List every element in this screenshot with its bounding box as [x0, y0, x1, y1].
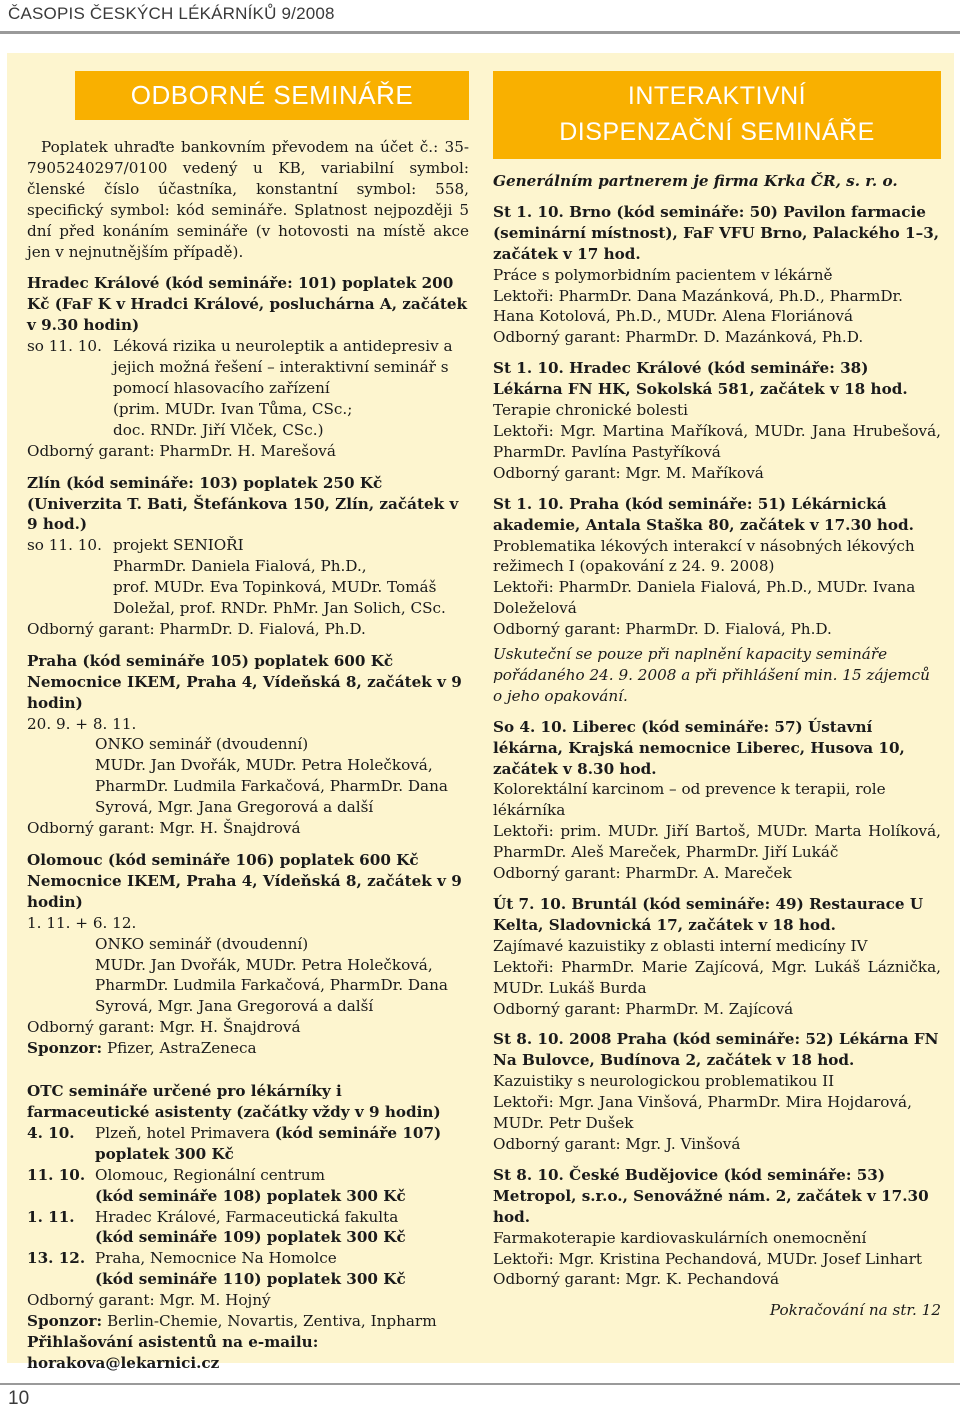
seminar-heading: St 1. 10. Brno (kód semináře: 50) Pavilon farmacie (seminární místnost), FaF VFU Brno, Palackého 1–3, začátek v 17 hod. — [493, 202, 940, 263]
praha-lecturers: MUDr. Jan Dvořák, MUDr. Petra Holečková, PharmDr. Ludmila Farkačová, PharmDr. Dana Syrová, Mgr. Jana Gregorová a další — [95, 756, 448, 817]
zlin-lecturer-1: PharmDr. Daniela Fialová, Ph.D., — [113, 557, 367, 576]
zlin-heading: Zlín (kód semináře: 103) poplatek 250 Kč (Univerzita T. Bati, Štefánkova 150, Zlín, začátek v 9 hod.) — [27, 473, 459, 534]
olomouc-topic: ONKO seminář (dvoudenní) — [95, 934, 309, 953]
otc-code: (kód semináře 107) poplatek 300 Kč — [95, 1123, 442, 1163]
seminar-lecturers: Lektoři: PharmDr. Dana Mazánková, Ph.D., PharmDr. Hana Kotolová, Ph.D., MUDr. Alena Floriánová — [493, 286, 903, 326]
seminar-bruntal — [493, 894, 941, 1019]
section-title-odborne: ODBORNÉ SEMINÁŘE — [75, 71, 469, 120]
seminar-garant: Odborný garant: Mgr. M. Maříková — [493, 463, 764, 482]
otc-detail — [95, 1165, 469, 1207]
zlin-date: so 11. 10. — [27, 536, 102, 555]
seminar-heading: So 4. 10. Liberec (kód semináře: 57) Ústavní lékárna, Krajská nemocnice Liberec, Husova 10, začátek v 8.30 hod. — [493, 717, 905, 778]
seminar-lecturers: Lektoři: Mgr. Kristina Pechandová, MUDr. Josef Linhart — [493, 1249, 922, 1268]
page-number: 10 — [8, 1388, 30, 1409]
zlin-garant: Odborný garant: PharmDr. D. Fialová, Ph.D. — [27, 619, 366, 638]
zlin-lecturer-2: prof. MUDr. Eva Topinková, MUDr. Tomáš Doležal, prof. RNDr. PhMr. Jan Solich, CSc. — [113, 578, 446, 618]
praha-date: 20. 9. + 8. 11. — [27, 714, 137, 733]
seminar-praha — [493, 494, 941, 707]
hk-lecturer-1: (prim. MUDr. Ivan Tůma, CSc.; — [113, 399, 353, 418]
olomouc-sponsor — [27, 1038, 469, 1059]
olomouc-sponsor-names: Pfizer, AstraZeneca — [102, 1039, 257, 1058]
continued-note: Pokračování na str. 12 — [769, 1301, 941, 1320]
otc-item — [27, 1248, 469, 1290]
seminar-praha-bulovka — [493, 1029, 941, 1154]
hk-heading: Hradec Králové (kód semináře: 101) poplatek 200 Kč (FaF K v Hradci Králové, posluchárna A, začátek v 9.30 hodin) — [27, 274, 468, 335]
otc-code: (kód semináře 108) poplatek 300 Kč — [95, 1186, 406, 1205]
praha-heading: Praha (kód semináře 105) poplatek 600 Kč Nemocnice IKEM, Praha 4, Vídeňská 8, začátek v 9 hodin) — [27, 651, 462, 712]
section-title-line-1: INTERAKTIVNÍ — [627, 82, 807, 110]
seminar-heading: St 1. 10. Hradec Králové (kód semináře: 38) Lékárna FN HK, Sokolská 581, začátek v 18 hod. — [493, 359, 908, 399]
otc-item — [27, 1165, 469, 1207]
hk-topic: Léková rizika u neuroleptik a antidepresiv a jejich možná řešení – interaktivní seminář s pomocí hlasovacího zařízení — [113, 337, 453, 397]
seminar-garant: Odborný garant: PharmDr. A. Mareček — [493, 864, 792, 883]
seminar-topic: Zajímavé kazuistiky z oblasti interní medicíny IV — [493, 936, 868, 955]
hk-entry — [27, 336, 469, 399]
otc-place: Olomouc, Regionální centrum — [95, 1165, 326, 1184]
seminar-lecturers: Lektoři: prim. MUDr. Jiří Bartoš, MUDr. Marta Holíková, PharmDr. Aleš Mareček, PharmDr. Jiří Lukáč — [493, 822, 941, 862]
hk-lecturer-2: doc. RNDr. Jiří Vlček, CSc.) — [113, 420, 324, 439]
seminar-lecturers: Lektoři: Mgr. Martina Maříková, MUDr. Jana Hrubešová, PharmDr. Pavlína Pastyříková — [493, 421, 941, 461]
olomouc-garant: Odborný garant: Mgr. H. Šnajdrová — [27, 1018, 301, 1037]
olomouc-lecturers: MUDr. Jan Dvořák, MUDr. Petra Holečková, PharmDr. Ludmila Farkačová, PharmDr. Dana Syrová, Mgr. Jana Gregorová a další — [95, 955, 448, 1016]
seminar-heading: St 8. 10. České Budějovice (kód semináře: 53) Metropol, s.r.o., Senovážné nám. 2, začátek v 17.30 hod. — [493, 1165, 929, 1226]
otc-date: 11. 10. — [27, 1165, 86, 1184]
left-column — [27, 53, 469, 1374]
seminar-garant: Odborný garant: PharmDr. M. Zajícová — [493, 999, 794, 1018]
seminar-heading: Út 7. 10. Bruntál (kód semináře: 49) Restaurace U Kelta, Sladovnická 17, začátek v 18 hod. — [493, 895, 924, 934]
hk-date: so 11. 10. — [27, 337, 102, 356]
payment-intro: Poplatek uhraďte bankovním převodem na účet č.: 35-7905240297/0100 vedený u KB, variabilní symbol: členské číslo účastníka, konstantní symbol: 558, specifický symbol: kód semináře. Splatnost nejpozději 5 dní před konáním semináře (v hotovosti na místě akce jen v nejnutnějším případě). — [27, 138, 469, 261]
seminar-lecturers: Lektoři: PharmDr. Daniela Fialová, Ph.D., MUDr. Ivana Doleželová — [493, 578, 916, 618]
general-partner: Generálním partnerem je firma Krka ČR, s. r. o. — [493, 172, 898, 190]
registration-email: Přihlašování asistentů na e-mailu: horakova@lekarnici.cz — [27, 1332, 319, 1372]
zlin-entry — [27, 535, 469, 556]
seminar-topic: Práce s polymorbidním pacientem v lékárně — [493, 265, 833, 284]
section-title-interaktivni — [493, 71, 941, 159]
otc-place: Praha, Nemocnice Na Homolce — [95, 1249, 337, 1268]
praha-topic: ONKO seminář (dvoudenní) — [95, 735, 309, 754]
olomouc-sponsor-label: Sponzor: — [27, 1039, 103, 1058]
otc-garant: Odborný garant: Mgr. M. Hojný — [27, 1291, 271, 1310]
seminar-topic: Problematika lékových interakcí v násobných lékových režimech I (opakování z 24. 9. 2008) — [493, 536, 915, 576]
seminar-hradec — [493, 358, 941, 483]
otc-item — [27, 1207, 469, 1249]
section-title-line-2: DISPENZAČNÍ SEMINÁŘE — [559, 118, 875, 146]
seminar-topic: Farmakoterapie kardiovaskulárních onemocnění — [493, 1228, 867, 1247]
seminar-topic: Kazuistiky s neurologickou problematikou II — [493, 1072, 835, 1091]
otc-sponsor — [27, 1311, 469, 1332]
seminar-garant: Odborný garant: Mgr. K. Pechandová — [493, 1270, 780, 1289]
otc-code: (kód semináře 109) poplatek 300 Kč — [95, 1228, 406, 1247]
hk-garant: Odborný garant: PharmDr. H. Marešová — [27, 441, 336, 460]
otc-sponsor-names: Berlin-Chemie, Novartis, Zentiva, Inpharm — [102, 1312, 437, 1331]
seminar-lecturers: Lektoři: Mgr. Jana Vinšová, PharmDr. Mira Hojdarová, MUDr. Petr Dušek — [493, 1093, 912, 1133]
otc-detail — [95, 1248, 469, 1290]
otc-code: (kód semináře 110) poplatek 300 Kč — [95, 1270, 406, 1289]
seminar-heading: St 8. 10. 2008 Praha (kód semináře: 52) Lékárna FN Na Bulovce, Budínova 2, začátek v 18 hod. — [493, 1030, 939, 1070]
seminar-topic: Terapie chronické bolesti — [493, 401, 688, 420]
otc-date: 13. 12. — [27, 1249, 86, 1268]
right-column — [493, 53, 941, 1321]
otc-place: Hradec Králové, Farmaceutická fakulta — [95, 1207, 399, 1226]
running-title: ČASOPIS ČESKÝCH LÉKÁRNÍKŮ 9/2008 — [8, 4, 335, 23]
content-panel — [7, 53, 954, 1372]
top-rule — [0, 31, 960, 34]
otc-date: 1. 11. — [27, 1207, 75, 1226]
zlin-topic: projekt SENIOŘI — [113, 536, 244, 555]
seminar-garant: Odborný garant: PharmDr. D. Mazánková, Ph.D. — [493, 328, 864, 347]
otc-item — [27, 1123, 469, 1165]
seminar-liberec — [493, 717, 941, 884]
otc-date: 4. 10. — [27, 1123, 75, 1142]
seminar-lecturers: Lektoři: PharmDr. Marie Zajícová, Mgr. Lukáš Láznička, MUDr. Lukáš Burda — [493, 957, 941, 997]
seminar-brno — [493, 202, 941, 348]
olomouc-date: 1. 11. + 6. 12. — [27, 913, 137, 932]
seminar-garant: Odborný garant: Mgr. J. Vinšová — [493, 1134, 741, 1153]
otc-place: Plzeň, hotel Primavera — [95, 1123, 275, 1142]
seminar-note: Uskuteční se pouze při naplnění kapacity semináře pořádaného 24. 9. 2008 a při přihlášení min. 15 zájemců o jeho opakování. — [493, 645, 930, 705]
otc-sponsor-label: Sponzor: — [27, 1312, 103, 1331]
otc-heading: OTC semináře určené pro lékárníky i farmaceutické asistenty (začátky vždy v 9 hodin) — [27, 1082, 441, 1121]
seminar-budejovice — [493, 1165, 941, 1290]
seminar-heading: St 1. 10. Praha (kód semináře: 51) Lékárnická akademie, Antala Staška 80, začátek v 17.30 hod. — [493, 494, 914, 534]
olomouc-heading: Olomouc (kód semináře 106) poplatek 600 Kč Nemocnice IKEM, Praha 4, Vídeňská 8, začátek v 9 hodin) — [27, 851, 462, 911]
seminar-garant: Odborný garant: PharmDr. D. Fialová, Ph.D. — [493, 620, 832, 639]
bottom-rule — [0, 1383, 960, 1385]
praha-garant: Odborný garant: Mgr. H. Šnajdrová — [27, 819, 301, 838]
seminar-topic: Kolorektální karcinom – od prevence k terapii, role lékárníka — [493, 780, 886, 820]
otc-detail — [95, 1123, 469, 1165]
otc-detail — [95, 1207, 469, 1249]
